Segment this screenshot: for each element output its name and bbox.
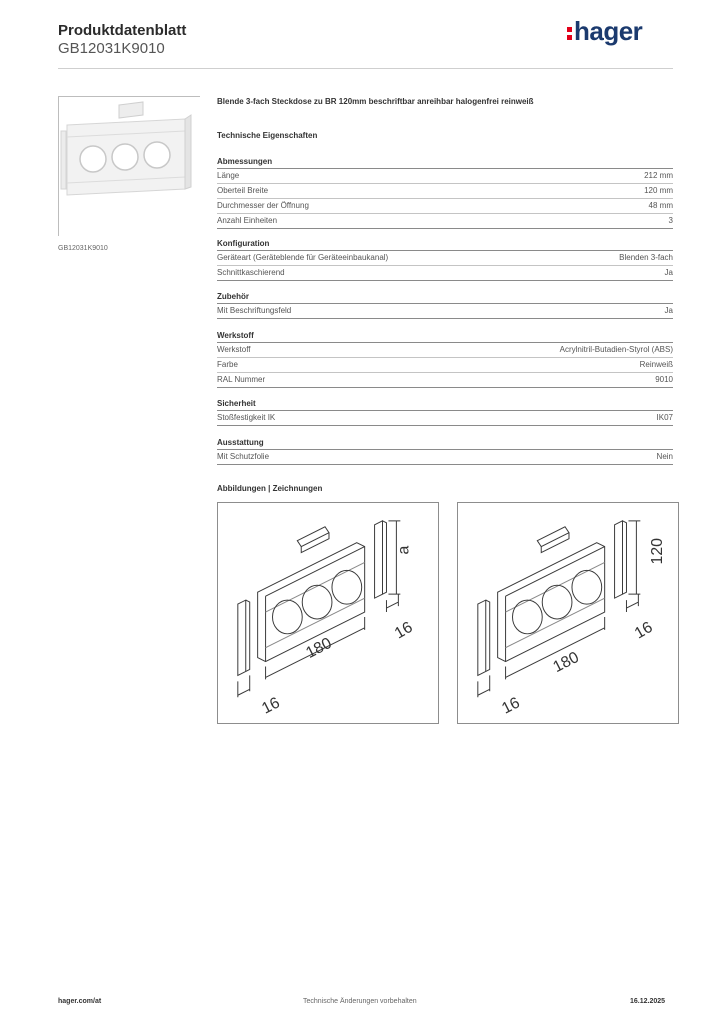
row-value: Ja (664, 268, 673, 277)
section-abmessungen (217, 155, 673, 229)
row-label: Länge (217, 171, 240, 180)
table-row (217, 199, 673, 214)
section-heading: Zubehör (217, 290, 673, 304)
row-value: 9010 (655, 375, 673, 384)
technical-drawing-2 (457, 502, 679, 724)
section-werkstoff (217, 329, 673, 388)
table-row (217, 373, 673, 388)
section-sicherheit (217, 397, 673, 426)
table-row (217, 304, 673, 319)
row-value: 3 (668, 216, 673, 225)
section-heading: Werkstoff (217, 329, 673, 343)
table-row (217, 450, 673, 465)
dim-length-label: 180 (550, 648, 582, 677)
section-ausstattung (217, 436, 673, 465)
row-label: Oberteil Breite (217, 186, 269, 195)
table-row (217, 214, 673, 229)
table-row (217, 184, 673, 199)
section-heading: Konfiguration (217, 237, 673, 251)
row-label: Mit Schutzfolie (217, 452, 270, 461)
row-value: 48 mm (648, 201, 673, 210)
hager-logo (567, 16, 642, 47)
section-zubehoer (217, 290, 673, 319)
row-value: 120 mm (644, 186, 673, 195)
table-row (217, 251, 673, 266)
dim-length-label: 180 (303, 634, 335, 662)
logo-dots-icon (567, 24, 572, 43)
product-image (58, 96, 200, 236)
row-value: Nein (656, 452, 673, 461)
row-value: 212 mm (644, 171, 673, 180)
row-value: Blenden 3-fach (619, 253, 673, 262)
product-description: Blende 3-fach Steckdose zu BR 120mm beschriftbar anreihbar halogenfrei reinweiß (217, 97, 534, 106)
dim-side-label: 16 (499, 694, 523, 718)
section-heading: Sicherheit (217, 397, 673, 411)
section-heading: Ausstattung (217, 436, 673, 450)
table-row (217, 358, 673, 373)
row-label: Mit Beschriftungsfeld (217, 306, 292, 315)
header-divider (58, 68, 673, 69)
table-row (217, 343, 673, 358)
row-value: IK07 (656, 413, 673, 422)
row-label: Schnittkaschierend (217, 268, 285, 277)
row-value: Reinweiß (639, 360, 673, 369)
dim-depth-label: 16 (391, 618, 416, 643)
section-heading: Abmessungen (217, 155, 673, 169)
section-konfiguration (217, 237, 673, 281)
row-label: Anzahl Einheiten (217, 216, 278, 225)
logo-text: hager (574, 16, 643, 46)
row-label: Werkstoff (217, 345, 251, 354)
footer-website-link[interactable]: hager.com/at (58, 998, 102, 1005)
dim-side-label: 16 (259, 694, 283, 718)
table-row (217, 266, 673, 281)
row-label: Stoßfestigkeit IK (217, 413, 276, 422)
row-label: RAL Nummer (217, 375, 266, 384)
dim-a-label: a (395, 545, 413, 555)
table-row (217, 411, 673, 426)
footer-date: 16.12.2025 (630, 998, 666, 1005)
row-value: Ja (664, 306, 673, 315)
document-title: Produktdatenblatt (58, 22, 187, 39)
row-value: Acrylnitril-Butadien-Styrol (ABS) (559, 345, 673, 354)
article-number: GB12031K9010 (58, 40, 165, 57)
product-image-caption: GB12031K9010 (58, 245, 108, 252)
row-label: Durchmesser der Öffnung (217, 201, 309, 210)
technical-drawing-1 (217, 502, 439, 724)
drawings-heading: Abbildungen | Zeichnungen (217, 484, 323, 493)
dim-depth-label: 16 (631, 618, 656, 643)
row-label: Geräteart (Geräteblende für Geräteeinbaukanal) (217, 253, 389, 262)
table-row (217, 169, 673, 184)
row-label: Farbe (217, 360, 238, 369)
dim-height-label: 120 (649, 538, 667, 565)
specs-heading: Technische Eigenschaften (217, 131, 318, 140)
footer-note: Technische Änderungen vorbehalten (303, 998, 417, 1005)
